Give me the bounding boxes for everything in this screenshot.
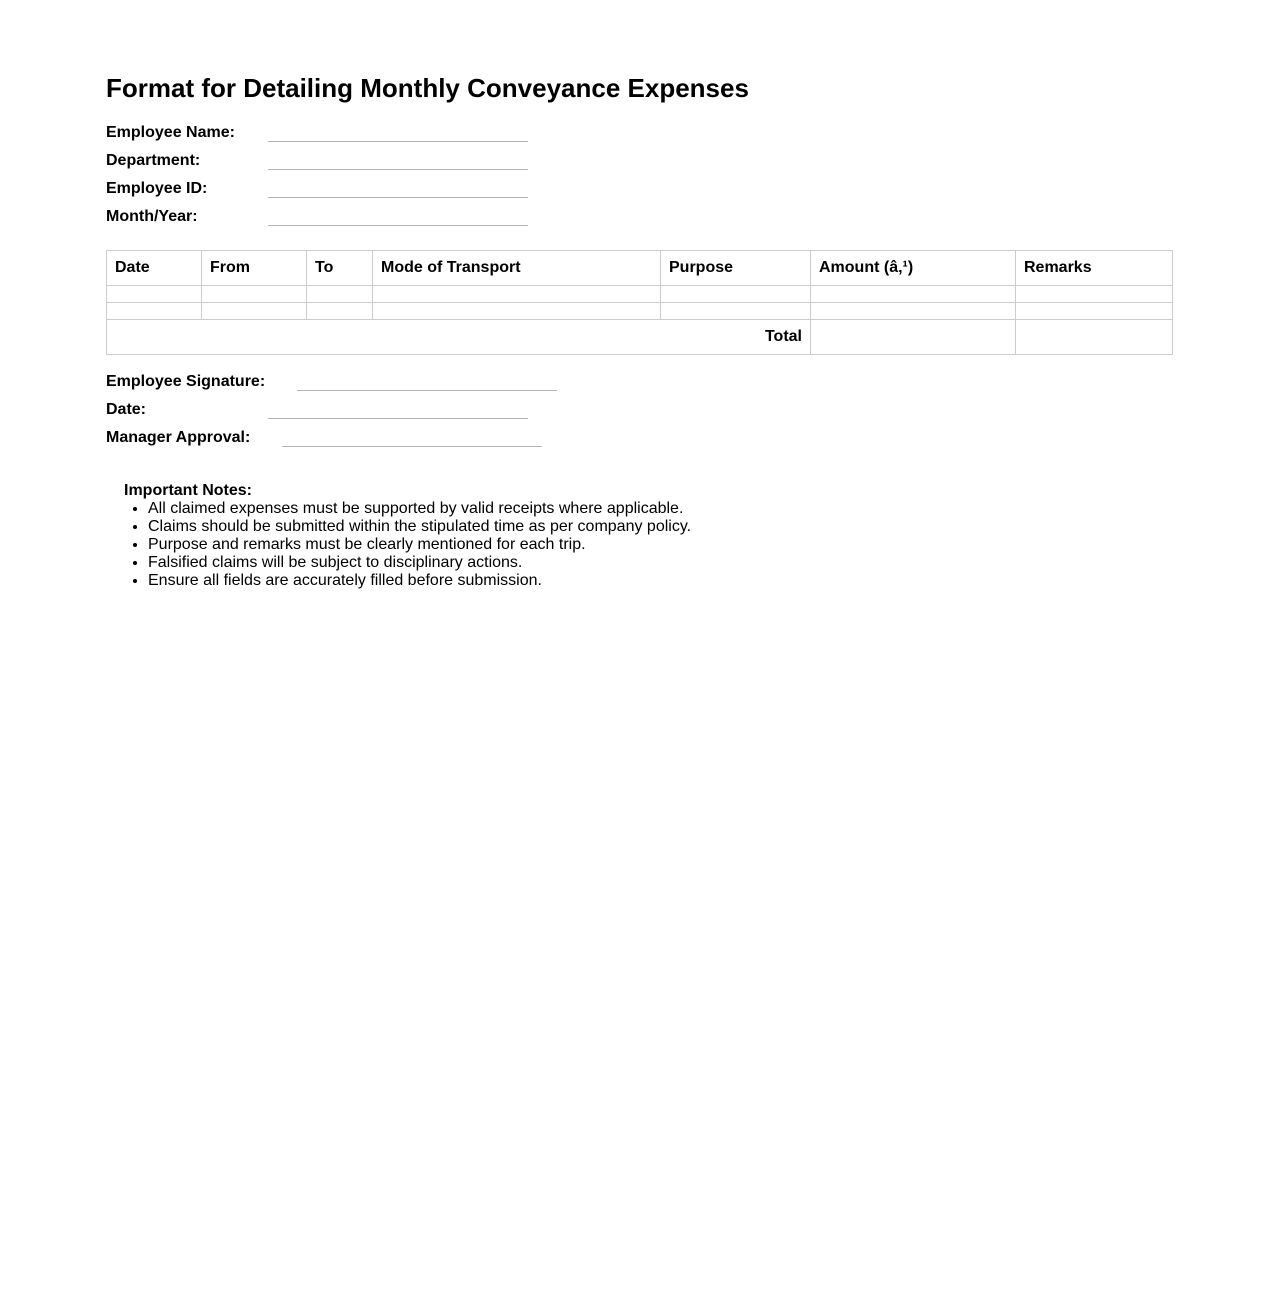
important-notes [124,482,691,590]
manager-approval-label: Manager Approval: [106,429,251,446]
total-amount-cell[interactable] [811,320,1016,355]
column-header-to: To [307,251,373,286]
employee-name-row [106,120,806,148]
employee-name-label: Employee Name: [106,124,235,141]
table-cell-amount[interactable] [811,286,1016,303]
table-cell-date[interactable] [107,286,202,303]
list-item: • All claimed expenses must be supported by valid receipts where applicable. [148,500,691,518]
signature-date-field[interactable] [268,418,528,419]
table-cell-mode[interactable] [373,286,661,303]
list-item: • Purpose and remarks must be clearly mentioned for each trip. [148,536,691,554]
table-cell-amount[interactable] [811,303,1016,320]
month-year-label: Month/Year: [106,208,198,225]
employee-signature-row [106,369,806,397]
column-header-mode-of-transport: Mode of Transport [373,251,661,286]
table-cell-remarks[interactable] [1016,286,1173,303]
table-row [107,303,1173,320]
table-cell-date[interactable] [107,303,202,320]
table-cell-purpose[interactable] [661,303,811,320]
table-cell-from[interactable] [202,303,307,320]
signature-section [106,369,806,453]
table-cell-remarks[interactable] [1016,303,1173,320]
list-item: • Falsified claims will be subject to disciplinary actions. [148,554,691,572]
employee-signature-field[interactable] [297,390,557,391]
department-label: Department: [106,152,201,169]
table-cell-to[interactable] [307,286,373,303]
expense-table [106,250,1173,355]
list-item: • Claims should be submitted within the stipulated time as per company policy. [148,518,691,536]
signature-date-row [106,397,806,425]
employee-id-field[interactable] [268,197,528,198]
table-cell-from[interactable] [202,286,307,303]
table-row [107,286,1173,303]
page-title: Format for Detailing Monthly Conveyance Expenses [106,73,749,103]
month-year-row [106,204,806,232]
total-label: Total [107,320,811,355]
total-row [107,320,1173,355]
employee-id-row [106,176,806,204]
list-item: • Ensure all fields are accurately filled before submission. [148,572,691,590]
column-header-purpose: Purpose [661,251,811,286]
column-header-amount: Amount (â‚¹) [811,251,1016,286]
manager-approval-field[interactable] [282,446,542,447]
department-row [106,148,806,176]
manager-approval-row [106,425,806,453]
notes-list [124,500,691,590]
table-cell-purpose[interactable] [661,286,811,303]
employee-signature-label: Employee Signature: [106,373,266,390]
signature-date-label: Date: [106,401,147,418]
department-field[interactable] [268,169,528,170]
total-remarks-cell[interactable] [1016,320,1173,355]
column-header-date: Date [107,251,202,286]
table-cell-to[interactable] [307,303,373,320]
employee-name-field[interactable] [268,141,528,142]
month-year-field[interactable] [268,225,528,226]
employee-id-label: Employee ID: [106,180,208,197]
column-header-from: From [202,251,307,286]
notes-title: Important Notes: [124,482,252,499]
table-cell-mode[interactable] [373,303,661,320]
employee-info-section [106,120,806,232]
column-header-remarks: Remarks [1016,251,1173,286]
table-header-row [107,251,1173,286]
